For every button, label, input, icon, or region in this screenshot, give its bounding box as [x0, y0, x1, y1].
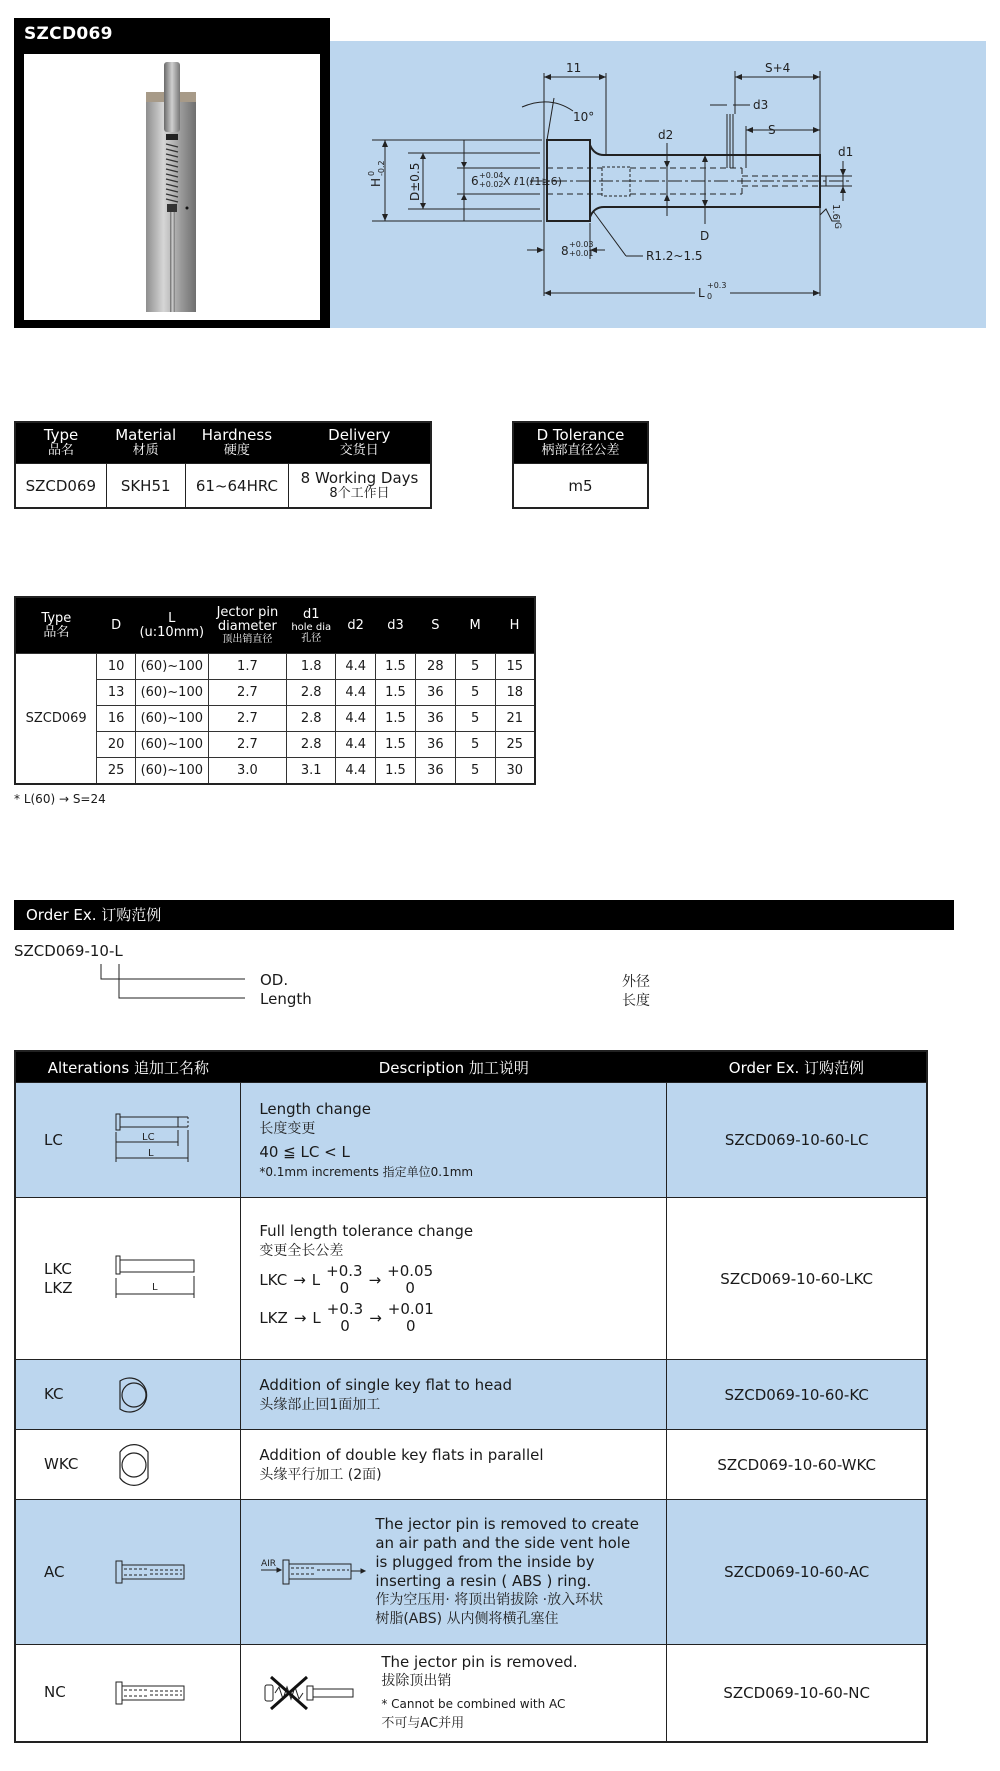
dims-header-type: Type 品名	[15, 597, 97, 654]
pin-length-l-icon	[114, 1254, 204, 1304]
dims-cell-d2: 4.4	[336, 680, 376, 706]
dims-cell-jector: 1.7	[208, 654, 287, 680]
ejector-pin-dimension-drawing	[330, 41, 986, 328]
dims-cell-m: 5	[455, 732, 495, 758]
l-tol-upper: +0.3	[707, 281, 727, 290]
order-code-leader-lines	[95, 962, 255, 1007]
alt-desc-formula: 40 ≦ LC < L	[259, 1142, 350, 1161]
dim-d2-label: d2	[658, 128, 674, 142]
dims-cell-d2: 4.4	[336, 758, 376, 785]
dims-cell-h: 25	[495, 732, 535, 758]
spec-hardness: 61~64HRC	[185, 464, 288, 509]
alt-desc-en-line: inserting a resin ( ABS ) ring.	[375, 1572, 592, 1590]
dims-cell-jector: 2.7	[208, 680, 287, 706]
double-key-flat-icon	[114, 1444, 154, 1486]
spec-header-material: Material 材质	[106, 422, 185, 464]
dims-cell-s: 36	[415, 758, 455, 785]
alt-desc-zh-line: 作为空压用· 将顶出销拔除 ·放入环状	[375, 1592, 604, 1608]
dims-cell-d1: 2.8	[287, 732, 336, 758]
dims-cell-s: 36	[415, 680, 455, 706]
alt-order-ex: SZCD069-10-60-LKC	[667, 1198, 927, 1360]
dims-header-d1: d1 hole dia 孔径	[287, 597, 336, 654]
tolerance-change-lkc: LKC → L +0.3 0 → +0.05 0	[259, 1261, 434, 1297]
alt-desc-en-line: is plugged from the inside by	[375, 1553, 595, 1571]
no-jector-pin-icon	[259, 1673, 371, 1713]
alt-desc-en: Full length tolerance change	[259, 1221, 474, 1240]
dims-cell-d: 10	[97, 654, 136, 680]
dim-d-tol-label: D±0.5	[408, 162, 422, 201]
head-tol-upper: +0.03	[569, 240, 594, 249]
alt-order-ex: SZCD069-10-60-KC	[667, 1360, 927, 1430]
dims-header-d3: d3	[376, 597, 416, 654]
product-title: SZCD069	[24, 24, 113, 44]
alt-desc-note-zh: 不可与AC并用	[381, 1715, 465, 1731]
roughness-grade: G	[832, 222, 842, 229]
spec-delivery: 8 Working Days 8个工作日	[289, 464, 431, 509]
dims-cell-h: 15	[495, 654, 535, 680]
dim-l-label: L	[698, 286, 705, 300]
alt-order-ex: SZCD069-10-60-WKC	[667, 1430, 927, 1500]
dims-cell-l: (60)~100	[136, 706, 209, 732]
dims-cell-d2: 4.4	[336, 654, 376, 680]
h-tol-upper: 0	[367, 170, 376, 176]
dims-cell-d3: 1.5	[376, 706, 416, 732]
alt-desc-note-en: * Cannot be combined with AC	[381, 1696, 566, 1711]
alt-desc-zh: 头缘部止回1面加工	[259, 1396, 381, 1413]
alt-desc-en: The jector pin is removed.	[381, 1652, 578, 1671]
dims-cell-d: 13	[97, 680, 136, 706]
svg-text:L: L	[148, 1148, 154, 1159]
alt-header-order-ex: Order Ex. 订购范例	[667, 1051, 927, 1083]
thread-label: 6	[471, 174, 479, 188]
h-tol-lower: -0.2	[377, 160, 386, 176]
dims-cell-h: 21	[495, 706, 535, 732]
dims-cell-m: 5	[455, 654, 495, 680]
dims-cell-l: (60)~100	[136, 732, 209, 758]
alt-order-ex: SZCD069-10-60-AC	[667, 1500, 927, 1645]
air-flow-pin-icon	[259, 1552, 371, 1592]
spec-header-type: Type 品名	[15, 422, 106, 464]
dim-s-plus-4-label: S+4	[765, 61, 791, 75]
dims-cell-m: 5	[455, 706, 495, 732]
dims-cell-jector: 2.7	[208, 706, 287, 732]
alt-desc-zh: 长度变更	[259, 1120, 316, 1137]
spec-material: SKH51	[106, 464, 185, 509]
alt-order-ex: SZCD069-10-60-LC	[667, 1083, 927, 1198]
dims-cell-d2: 4.4	[336, 732, 376, 758]
dims-cell-d3: 1.5	[376, 654, 416, 680]
alt-row-lc	[15, 1083, 927, 1198]
dim-s-label: S	[768, 123, 776, 137]
tolerance-table	[512, 421, 649, 509]
order-od-zh: 外径	[622, 974, 650, 990]
alt-desc-en: Addition of double key flats in parallel	[259, 1445, 544, 1464]
dims-header-h: H	[495, 597, 535, 654]
order-length-zh: 长度	[622, 993, 650, 1009]
l-tol-lower: 0	[707, 292, 713, 301]
dims-cell-s: 36	[415, 732, 455, 758]
dims-cell-d1: 3.1	[287, 758, 336, 785]
header-corner-notch	[290, 18, 334, 42]
dims-table-row	[15, 654, 535, 680]
spec-header-delivery: Delivery 交货日	[289, 422, 431, 464]
alt-desc-zh: 变更全长公差	[259, 1242, 344, 1259]
pin-length-lc-icon	[114, 1110, 204, 1170]
dims-cell-l: (60)~100	[136, 680, 209, 706]
roughness-label: 1.6	[830, 204, 841, 220]
dim-11-label: 11	[566, 61, 582, 75]
dims-cell-d1: 1.8	[287, 654, 336, 680]
order-example-bar: Order Ex. 订购范例	[14, 900, 954, 930]
ejector-pin-photo-icon	[24, 54, 320, 320]
alt-desc-zh-line: 树脂(ABS) 从内侧将横孔塞住	[375, 1611, 559, 1627]
dims-note: * L(60) → S=24	[14, 792, 106, 806]
tolerance-change-lkz: LKZ → L +0.3 0 → +0.01 0	[259, 1299, 434, 1335]
alt-desc-en-line: an air path and the side vent hole	[375, 1534, 631, 1552]
order-length-label: Length	[260, 990, 312, 1008]
alt-desc-en: Length change	[259, 1099, 372, 1118]
dims-cell-d: 25	[97, 758, 136, 785]
alt-code: AC	[44, 1562, 65, 1581]
svg-text:LC: LC	[142, 1132, 155, 1143]
dims-cell-m: 5	[455, 758, 495, 785]
alt-code: NC	[44, 1683, 66, 1702]
alt-row-ac	[15, 1500, 927, 1645]
alt-desc-en-line: The jector pin is removed to create	[375, 1515, 640, 1533]
alt-desc-zh: 头缘平行加工 (2面)	[259, 1466, 382, 1483]
tolerance-header: D Tolerance 柄部直径公差	[513, 422, 648, 464]
alt-code: WKC	[44, 1455, 79, 1473]
technical-drawing	[330, 41, 986, 328]
dims-cell-d3: 1.5	[376, 758, 416, 785]
dims-type-cell: SZCD069	[15, 654, 97, 785]
head-tol-lower: +0.01	[569, 249, 594, 258]
dim-head-8-label: 8	[561, 244, 569, 258]
spec-row	[15, 464, 431, 509]
alt-row-wkc	[15, 1430, 927, 1500]
dims-cell-h: 18	[495, 680, 535, 706]
thread-tol-lower: +0.02	[479, 180, 504, 189]
thread-tol-upper: +0.04	[479, 171, 504, 180]
alt-row-nc	[15, 1645, 927, 1742]
alt-desc-zh: 拔除顶出销	[381, 1672, 452, 1689]
single-key-flat-icon	[114, 1375, 154, 1415]
dims-header-jector: Jector pin diameter 顶出销直径	[208, 597, 287, 654]
dims-header-l: L (u:10mm)	[136, 597, 209, 654]
alt-code: LKZ	[44, 1278, 73, 1297]
dims-header-d2: d2	[336, 597, 376, 654]
alt-desc-note: *0.1mm increments 指定单位0.1mm	[259, 1164, 474, 1179]
dims-cell-h: 30	[495, 758, 535, 785]
alt-order-ex: SZCD069-10-60-NC	[667, 1645, 927, 1742]
dims-cell-d3: 1.5	[376, 732, 416, 758]
angle-label: 10°	[573, 110, 595, 124]
spec-header-hardness: Hardness 硬度	[185, 422, 288, 464]
order-od-label: OD.	[260, 971, 289, 989]
tolerance-value: m5	[513, 464, 648, 509]
dimensions-table	[14, 596, 536, 785]
dims-cell-l: (60)~100	[136, 654, 209, 680]
dims-cell-s: 28	[415, 654, 455, 680]
dim-d3-label: d3	[753, 98, 769, 112]
dims-cell-d: 16	[97, 706, 136, 732]
alt-row-lkc	[15, 1198, 927, 1360]
alt-code: LC	[44, 1130, 63, 1149]
dim-big-d-label: D	[700, 229, 710, 243]
dims-cell-s: 36	[415, 706, 455, 732]
dims-cell-l: (60)~100	[136, 758, 209, 785]
alt-code: KC	[44, 1385, 64, 1403]
alterations-table	[14, 1050, 928, 1743]
dims-cell-d: 20	[97, 732, 136, 758]
spec-table	[14, 421, 432, 509]
dims-cell-m: 5	[455, 680, 495, 706]
dims-header-m: M	[455, 597, 495, 654]
product-photo	[24, 54, 320, 320]
alt-row-kc	[15, 1360, 927, 1430]
alt-desc-en: Addition of single key flat to head	[259, 1375, 513, 1394]
dims-header-d: D	[97, 597, 136, 654]
dims-header-s: S	[415, 597, 455, 654]
alt-header-description: Description 加工说明	[241, 1051, 667, 1083]
dim-d1-label: d1	[838, 145, 854, 159]
spec-type: SZCD069	[15, 464, 106, 509]
svg-text:AIR: AIR	[261, 1559, 277, 1569]
dims-cell-d3: 1.5	[376, 680, 416, 706]
alt-code: LKC	[44, 1259, 72, 1278]
dims-cell-jector: 2.7	[208, 732, 287, 758]
dims-cell-jector: 3.0	[208, 758, 287, 785]
pin-body-icon	[114, 1678, 194, 1708]
dims-cell-d1: 2.8	[287, 680, 336, 706]
alt-header-alterations: Alterations 追加工名称	[15, 1051, 241, 1083]
radius-label: R1.2~1.5	[646, 249, 703, 263]
thread-suffix-label: X ℓ1(ℓ1≥6)	[503, 175, 562, 188]
order-example-code: SZCD069-10-L	[14, 942, 123, 960]
svg-text:L: L	[152, 1281, 158, 1293]
dims-cell-d1: 2.8	[287, 706, 336, 732]
dims-cell-d2: 4.4	[336, 706, 376, 732]
air-path-pin-icon	[114, 1557, 194, 1587]
dim-h-label: H	[369, 177, 383, 187]
